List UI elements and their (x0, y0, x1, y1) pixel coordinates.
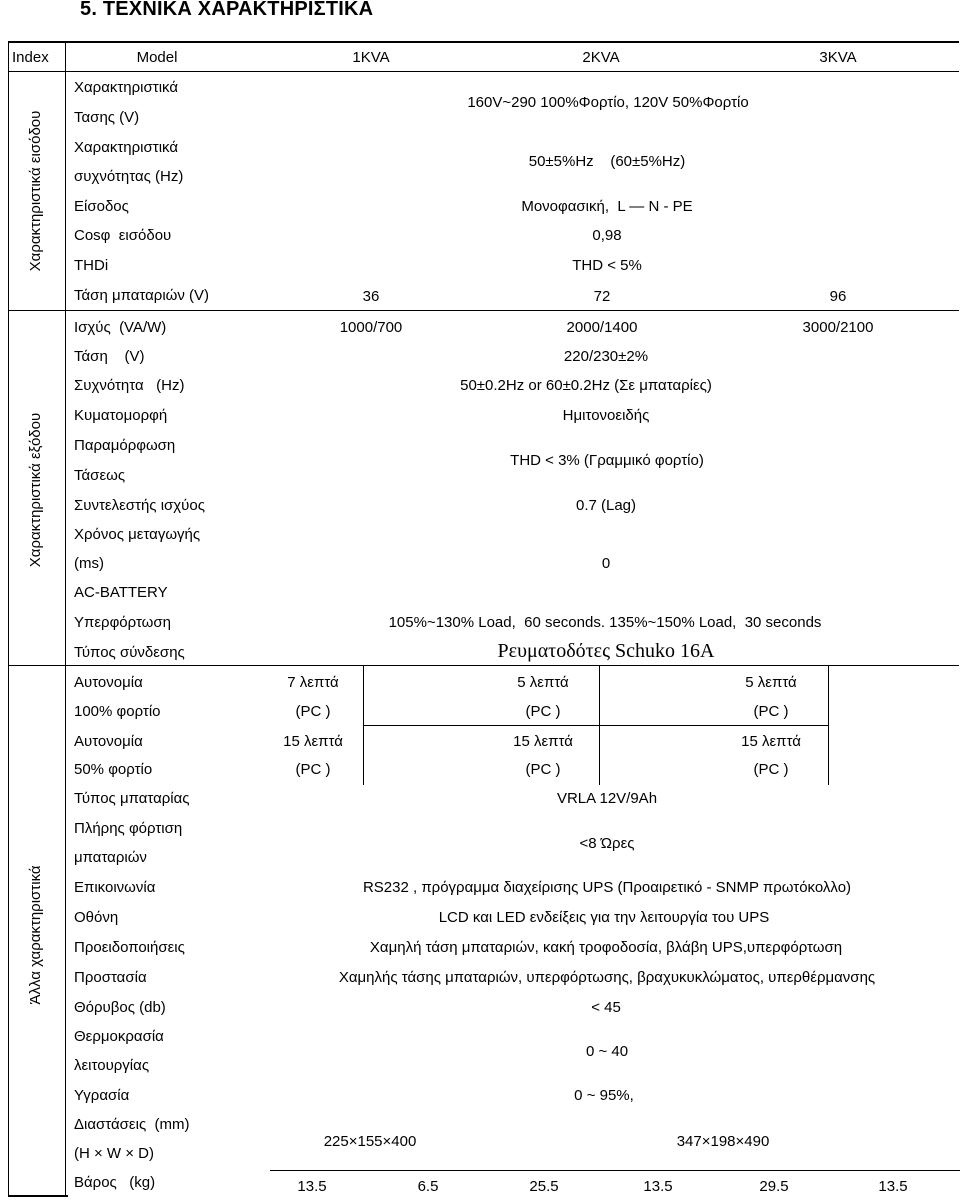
alerts-label: Προειδοποιήσεις (74, 939, 185, 956)
weight-value-6: 13.5 (878, 1178, 908, 1195)
display-label: Οθόνη (74, 909, 119, 926)
table-border-top (8, 41, 959, 43)
autonomy-row-divider (363, 725, 829, 726)
autonomy100-1kva-pc: (PC ) (295, 703, 331, 720)
noise-value: < 45 (591, 999, 621, 1016)
output-pf-value: 0.7 (Lag) (575, 497, 637, 514)
output-distortion-label-1: Παραμόρφωση (74, 437, 176, 454)
group-label-other: Άλλα χαρακτηριστικά (27, 865, 44, 1005)
autonomy50-label-2: 50% φορτίο (74, 761, 153, 778)
output-pf-label: Συντελεστής ισχύος (74, 497, 205, 514)
charge-time-value: <8 Ώρες (579, 835, 635, 852)
table-border-bottom (8, 1195, 68, 1197)
humidity-label: Υγρασία (74, 1087, 130, 1104)
communication-label: Επικοινωνία (74, 879, 156, 896)
input-freq-label-2: συχνότητας (Hz) (74, 168, 184, 185)
autonomy100-1kva: 7 λεπτά (287, 674, 339, 691)
alerts-value: Χαμηλή τάση μπαταριών, κακή τροφοδοσία, βλάβη UPS,υπερφόρτωση (369, 939, 843, 956)
output-power-label: Ισχύς (VA/W) (74, 319, 167, 336)
overload-value: 105%~130% Load, 60 seconds. 135%~150% Load, 30 seconds (388, 614, 822, 631)
output-distortion-label-2: Τάσεως (74, 467, 126, 484)
input-cosphi-value: 0,98 (592, 227, 622, 244)
weight-value-4: 13.5 (643, 1178, 673, 1195)
group-label-input: Χαρακτηριστικά εισόδου (27, 110, 44, 272)
protection-label: Προστασία (74, 969, 147, 986)
protection-value: Χαμηλής τάσης μπαταριών, υπερφόρτωσης, βραχυκυκλώματος, υπερθέρμανσης (338, 969, 876, 986)
weight-value-2: 6.5 (417, 1178, 439, 1195)
output-freq-label: Συχνότητα (Hz) (74, 377, 185, 394)
group-column-divider (65, 41, 66, 1197)
input-voltage-value: 160V~290 100%Φορτίο, 120V 50%Φορτίο (467, 94, 749, 111)
battery-voltage-label: Τάση μπαταριών (V) (74, 287, 210, 304)
weight-row-top (270, 1170, 960, 1171)
autonomy50-3kva-pc: (PC ) (753, 761, 789, 778)
temperature-label-2: λειτουργίας (74, 1057, 150, 1074)
battery-type-value: VRLA 12V/9Ah (556, 790, 658, 807)
connection-type-value: Ρευματοδότες Schuko 16A (497, 640, 715, 662)
charge-time-label-1: Πλήρης φόρτιση (74, 820, 183, 837)
autonomy50-2kva: 15 λεπτά (513, 733, 573, 750)
output-power-3kva: 3000/2100 (802, 319, 874, 336)
autonomy100-2kva: 5 λεπτά (517, 674, 569, 691)
output-power-2kva: 2000/1400 (566, 319, 638, 336)
autonomy100-2kva-pc: (PC ) (525, 703, 561, 720)
autonomy50-3kva: 15 λεπτά (741, 733, 801, 750)
battery-voltage-1kva: 36 (362, 288, 380, 305)
autonomy100-label-1: Αυτονομία (74, 674, 143, 691)
humidity-value: 0 ~ 95%, (574, 1087, 634, 1104)
autonomy50-1kva-pc: (PC ) (295, 761, 331, 778)
charge-time-label-2: μπαταριών (74, 849, 147, 866)
group-label-output: Χαρακτηριστικά εξόδου (27, 412, 44, 568)
input-type-label: Είσοδος (74, 198, 129, 215)
page-title: 5. ΤΕΧΝΙΚΑ ΧΑΡΑΚΤΗΡΙΣΤΙΚΑ (80, 0, 374, 20)
output-distortion-value: THD < 3% (Γραμμικό φορτίο) (510, 452, 704, 469)
autonomy100-3kva-pc: (PC ) (753, 703, 789, 720)
input-thdi-label: THDi (74, 257, 109, 274)
dimensions-1kva: 225×155×400 (323, 1133, 417, 1150)
temperature-value: 0 ~ 40 (585, 1043, 629, 1060)
autonomy50-label-1: Αυτονομία (74, 733, 143, 750)
autonomy50-2kva-pc: (PC ) (525, 761, 561, 778)
dimensions-label-1: Διαστάσεις (mm) (74, 1116, 190, 1133)
weight-value-1: 13.5 (297, 1178, 327, 1195)
table-border-left (8, 41, 9, 1197)
input-section-divider (8, 310, 959, 311)
battery-voltage-2kva: 72 (593, 288, 611, 305)
display-value: LCD και LED ενδείξεις για την λειτουργία του UPS (438, 909, 770, 926)
noise-label: Θόρυβος (db) (74, 999, 166, 1016)
autonomy100-3kva: 5 λεπτά (745, 674, 797, 691)
connection-type-label: Τύπος σύνδεσης (74, 644, 185, 661)
dimensions-2-3kva: 347×198×490 (676, 1133, 770, 1150)
output-power-1kva: 1000/700 (339, 319, 403, 336)
temperature-label-1: Θερμοκρασία (74, 1028, 164, 1045)
input-voltage-label-1: Χαρακτηριστικά (74, 79, 179, 96)
output-voltage-label: Τάση (V) (74, 348, 145, 365)
transfer-time-value: 0 (601, 555, 611, 572)
output-section-divider (8, 665, 959, 666)
header-index: Index (12, 49, 49, 66)
transfer-time-label-1: Χρόνος μεταγωγής (74, 526, 201, 543)
weight-value-5: 29.5 (759, 1178, 789, 1195)
header-1kva: 1KVA (352, 49, 390, 66)
weight-value-3: 25.5 (529, 1178, 559, 1195)
communication-value: RS232 , πρόγραμμα διαχείρισης UPS (Προαιρετικό - SNMP πρωτόκολλο) (362, 879, 852, 896)
input-type-value: Μονοφασική, L — N - PE (521, 198, 693, 215)
output-waveform-label: Κυματομορφή (74, 407, 168, 424)
header-model: Model (136, 49, 178, 66)
output-freq-value: 50±0.2Hz or 60±0.2Hz (Σε μπαταρίες) (460, 377, 712, 394)
header-3kva: 3KVA (819, 49, 857, 66)
overload-label: Υπερφόρτωση (74, 614, 171, 631)
input-voltage-label-2: Τασης (V) (74, 109, 140, 126)
output-waveform-value: Ημιτονοειδής (562, 407, 650, 424)
battery-type-label: Τύπος μπαταρίας (74, 790, 190, 807)
output-voltage-value: 220/230±2% (563, 348, 649, 365)
input-freq-value: 50±5%Hz (60±5%Hz) (528, 153, 686, 170)
weight-label: Βάρος (kg) (74, 1174, 156, 1191)
input-cosphi-label: Cosφ εισόδου (74, 227, 172, 244)
transfer-time-label-3: AC-BATTERY (74, 584, 168, 601)
input-freq-label-1: Χαρακτηριστικά (74, 139, 179, 156)
header-divider (8, 71, 959, 72)
dimensions-label-2: (H × W × D) (74, 1145, 155, 1162)
autonomy50-1kva: 15 λεπτά (283, 733, 343, 750)
autonomy100-label-2: 100% φορτίο (74, 703, 161, 720)
input-thdi-value: THD < 5% (572, 257, 642, 274)
header-2kva: 2KVA (582, 49, 620, 66)
transfer-time-label-2: (ms) (74, 555, 104, 572)
battery-voltage-3kva: 96 (829, 288, 847, 305)
